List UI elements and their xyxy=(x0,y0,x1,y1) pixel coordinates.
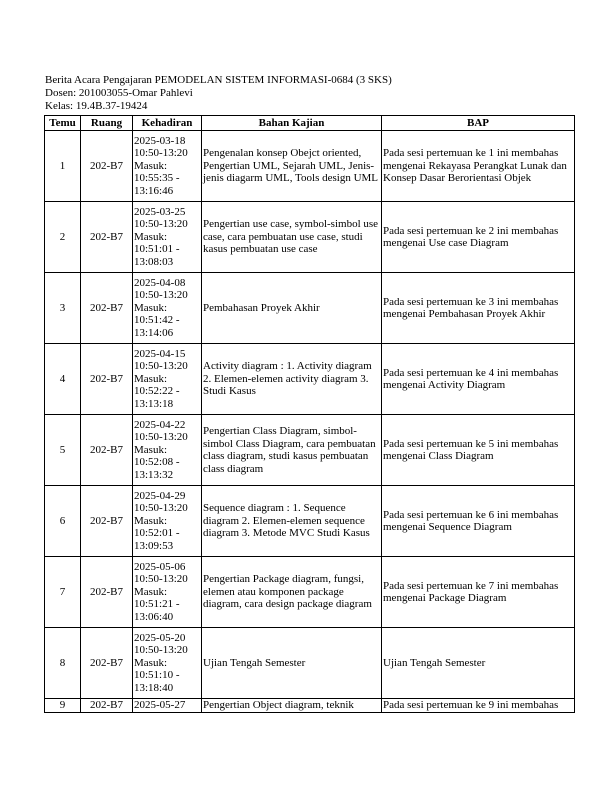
session-date: 2025-05-27 xyxy=(134,699,186,711)
session-date: 2025-03-18 xyxy=(134,134,186,147)
cell-bahan-kajian: Pengenalan konsep Obejct oriented, Pengertian UML, Sejarah UML, Jenis-jenis diagarm UML, Tools design UML xyxy=(202,131,382,202)
cell-bahan-kajian: Ujian Tengah Semester xyxy=(202,628,382,699)
cell-kehadiran xyxy=(133,131,202,202)
cell-temu: 7 xyxy=(45,557,81,628)
session-time: 10:50-13:20 xyxy=(134,360,188,373)
masuk-label: Masuk: xyxy=(134,301,167,314)
cell-bahan-kajian: Activity diagram : 1. Activity diagram 2. Elemen-elemen activity diagram 3. Studi Kasus xyxy=(202,344,382,415)
session-time: 10:50-13:20 xyxy=(134,218,188,231)
cell-kehadiran xyxy=(133,557,202,628)
cell-ruang: 202-B7 xyxy=(81,628,133,699)
attendance-table xyxy=(44,115,575,713)
table-header-row xyxy=(45,116,575,131)
cell-kehadiran xyxy=(133,202,202,273)
table-row xyxy=(45,415,575,486)
table-row xyxy=(45,344,575,415)
col-header-temu: Temu xyxy=(45,116,81,131)
masuk-label: Masuk: xyxy=(134,159,167,172)
table-row xyxy=(45,628,575,699)
masuk-end: 13:13:18 xyxy=(134,397,174,410)
lecturer-line: Dosen: 201003055-Omar Pahlevi xyxy=(45,87,193,99)
masuk-start: 10:51:42 - xyxy=(134,314,180,327)
cell-temu: 2 xyxy=(45,202,81,273)
cell-bap: Pada sesi pertemuan ke 5 ini membahas mengenai Class Diagram xyxy=(382,415,575,486)
masuk-start: 10:51:21 - xyxy=(134,598,180,611)
cell-bap: Ujian Tengah Semester xyxy=(382,628,575,699)
session-date: 2025-04-08 xyxy=(134,276,186,289)
cell-temu: 3 xyxy=(45,273,81,344)
cell-bap: Pada sesi pertemuan ke 4 ini membahas mengenai Activity Diagram xyxy=(382,344,575,415)
masuk-end: 13:16:46 xyxy=(134,184,174,197)
cell-kehadiran xyxy=(133,344,202,415)
cell-bahan-kajian: Pembahasan Proyek Akhir xyxy=(202,273,382,344)
cell-kehadiran xyxy=(133,415,202,486)
masuk-start: 10:52:08 - xyxy=(134,456,180,469)
cell-bap: Pada sesi pertemuan ke 6 ini membahas mengenai Sequence Diagram xyxy=(382,486,575,557)
class-line: Kelas: 19.4B.37-19424 xyxy=(45,100,148,112)
cell-kehadiran xyxy=(133,273,202,344)
session-date: 2025-03-25 xyxy=(134,205,186,218)
table-row xyxy=(45,557,575,628)
cell-bap: Pada sesi pertemuan ke 2 ini membahas mengenai Use case Diagram xyxy=(382,202,575,273)
masuk-end: 13:18:40 xyxy=(134,681,174,694)
cell-temu: 4 xyxy=(45,344,81,415)
masuk-start: 10:55:35 - xyxy=(134,172,180,185)
session-time: 10:50-13:20 xyxy=(134,644,188,657)
session-date: 2025-05-06 xyxy=(134,560,186,573)
cell-ruang: 202-B7 xyxy=(81,486,133,557)
cell-ruang: 202-B7 xyxy=(81,273,133,344)
cell-ruang: 202-B7 xyxy=(81,699,133,713)
cell-bahan-kajian: Pengertian Class Diagram, simbol-simbol Class Diagram, cara pembuatan class diagram, studi kasus pembuatan class diagram xyxy=(202,415,382,486)
masuk-label: Masuk: xyxy=(134,656,167,669)
session-date: 2025-04-15 xyxy=(134,347,186,360)
masuk-end: 13:14:06 xyxy=(134,326,174,339)
masuk-label: Masuk: xyxy=(134,443,167,456)
masuk-start: 10:52:01 - xyxy=(134,527,180,540)
masuk-start: 10:51:01 - xyxy=(134,243,180,256)
masuk-label: Masuk: xyxy=(134,514,167,527)
session-time: 10:50-13:20 xyxy=(134,502,188,515)
table-row xyxy=(45,699,575,713)
col-header-kehadiran: Kehadiran xyxy=(133,116,202,131)
cell-temu: 1 xyxy=(45,131,81,202)
session-date: 2025-04-29 xyxy=(134,489,186,502)
masuk-end: 13:08:03 xyxy=(134,255,174,268)
cell-kehadiran xyxy=(133,486,202,557)
cell-bap: Pada sesi pertemuan ke 9 ini membahas xyxy=(382,699,575,713)
masuk-end: 13:09:53 xyxy=(134,539,174,552)
cell-bahan-kajian: Sequence diagram : 1. Sequence diagram 2. Elemen-elemen sequence diagram 3. Metode MVC Studi Kasus xyxy=(202,486,382,557)
cell-bahan-kajian: Pengertian use case, symbol-simbol use case, cara pembuatan use case, studi kasus pembuatan use case xyxy=(202,202,382,273)
masuk-start: 10:51:10 - xyxy=(134,669,180,682)
cell-temu: 5 xyxy=(45,415,81,486)
table-row xyxy=(45,131,575,202)
course-title: Berita Acara Pengajaran PEMODELAN SISTEM INFORMASI-0684 (3 SKS) xyxy=(45,74,392,86)
cell-bap: Pada sesi pertemuan ke 3 ini membahas mengenai Pembahasan Proyek Akhir xyxy=(382,273,575,344)
table-row xyxy=(45,273,575,344)
col-header-ruang: Ruang xyxy=(81,116,133,131)
cell-ruang: 202-B7 xyxy=(81,131,133,202)
masuk-start: 10:52:22 - xyxy=(134,385,180,398)
col-header-bahan-kajian: Bahan Kajian xyxy=(202,116,382,131)
session-time: 10:50-13:20 xyxy=(134,431,188,444)
document-header xyxy=(45,74,392,113)
cell-kehadiran xyxy=(133,699,202,713)
col-header-bap: BAP xyxy=(382,116,575,131)
cell-ruang: 202-B7 xyxy=(81,557,133,628)
cell-temu: 9 xyxy=(45,699,81,713)
cell-temu: 8 xyxy=(45,628,81,699)
cell-kehadiran xyxy=(133,628,202,699)
cell-ruang: 202-B7 xyxy=(81,202,133,273)
masuk-label: Masuk: xyxy=(134,230,167,243)
table-row xyxy=(45,486,575,557)
cell-ruang: 202-B7 xyxy=(81,344,133,415)
cell-temu: 6 xyxy=(45,486,81,557)
session-time: 10:50-13:20 xyxy=(134,147,188,160)
cell-ruang: 202-B7 xyxy=(81,415,133,486)
session-date: 2025-05-20 xyxy=(134,631,186,644)
masuk-end: 13:13:32 xyxy=(134,468,174,481)
session-date: 2025-04-22 xyxy=(134,418,186,431)
masuk-label: Masuk: xyxy=(134,585,167,598)
cell-bap: Pada sesi pertemuan ke 1 ini membahas mengenai Rekayasa Perangkat Lunak dan Konsep Dasar Berorientasi Objek xyxy=(382,131,575,202)
session-time: 10:50-13:20 xyxy=(134,573,188,586)
masuk-end: 13:06:40 xyxy=(134,610,174,623)
cell-bahan-kajian: Pengertian Object diagram, teknik xyxy=(202,699,382,713)
cell-bap: Pada sesi pertemuan ke 7 ini membahas mengenai Package Diagram xyxy=(382,557,575,628)
masuk-label: Masuk: xyxy=(134,372,167,385)
session-time: 10:50-13:20 xyxy=(134,289,188,302)
table-row xyxy=(45,202,575,273)
cell-bahan-kajian: Pengertian Package diagram, fungsi, elemen atau komponen package diagram, cara design package diagram xyxy=(202,557,382,628)
